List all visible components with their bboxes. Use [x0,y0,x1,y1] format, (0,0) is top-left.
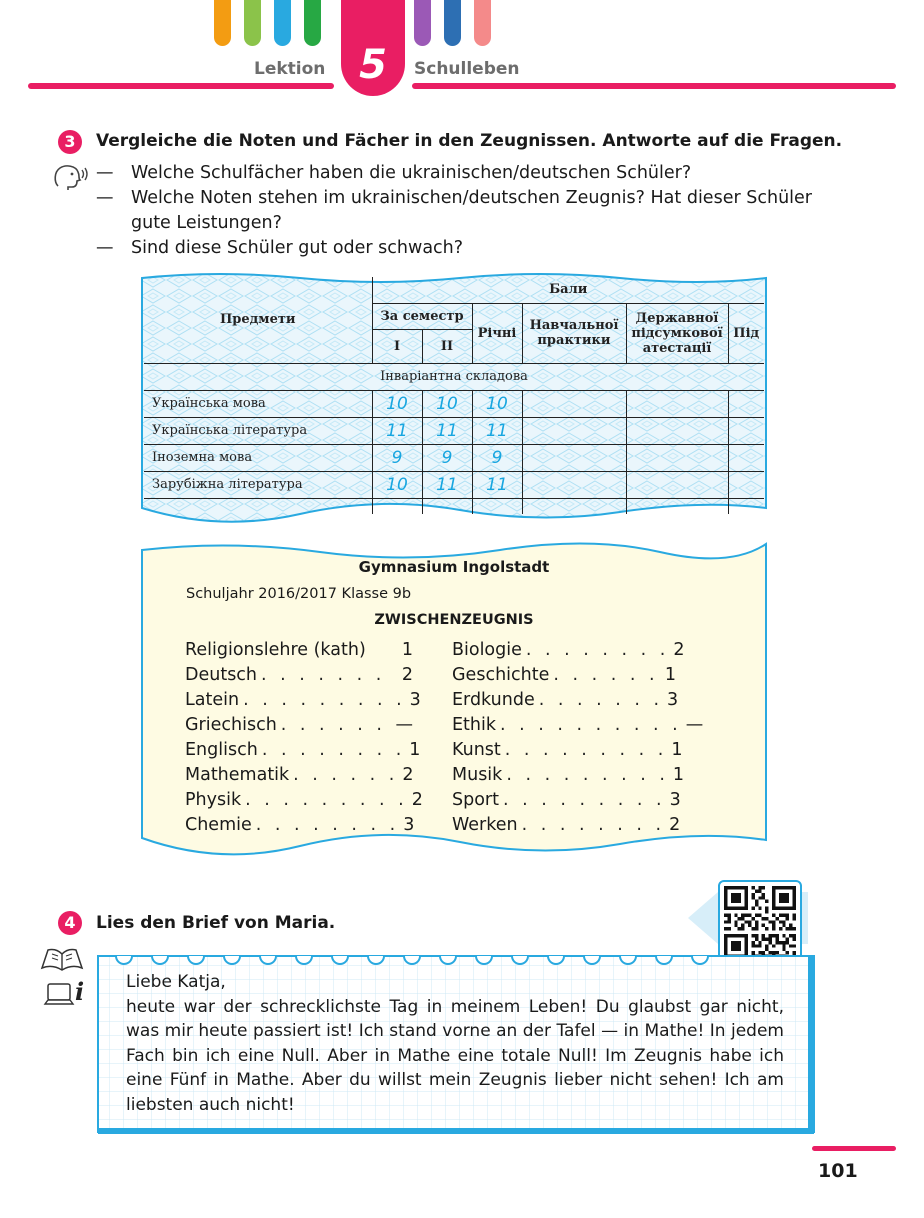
empty-cell [626,444,728,471]
question-2 [96,186,812,236]
grade-value: 3 [403,815,415,835]
dot-leader: . . . . . . . . . [504,740,668,760]
subject-label: Sport [452,790,499,810]
dot-leader: . . . . . . . . . [245,790,408,810]
tab-blue [274,0,291,46]
open-book-icon [38,944,86,974]
subject-label: Englisch [185,740,258,760]
exercise-3-number: 3 [58,130,82,154]
subject-label: Mathematik [185,765,290,785]
dash: — [96,238,114,258]
grade-cell: 9 [472,444,522,471]
empty-cell [728,444,764,471]
ukrainian-grades-table [144,277,764,514]
qr-code-icon [724,886,796,958]
empty-cell [522,471,626,498]
grade-row [452,813,681,838]
subject-label: Kunst [452,740,501,760]
exercise-4-title: Lies den Brief von Maria. [96,913,336,933]
tab-navy [444,0,461,46]
dot-leader: . . . . . . [293,765,399,785]
tab-green [244,0,261,46]
subject-label: Biologie [452,640,522,660]
page-number: 101 [818,1160,858,1182]
grade-row [452,763,685,788]
table-row [144,471,764,498]
ukrainian-report-card [140,272,768,522]
topic-label: Schulleben [414,59,520,79]
tab-purple [414,0,431,46]
subject-label: Griechisch [185,715,277,735]
header-line-left [28,83,334,89]
table-row [144,417,764,444]
subject-cell: Зарубіжна література [144,471,372,498]
subject-label: Musik [452,765,503,785]
dash: — [96,188,114,208]
letter-box [96,952,816,1136]
grades-column-left [185,638,423,838]
letter-text [126,970,784,1117]
color-tabs [0,0,924,46]
grade-row [185,788,423,813]
subject-label: Chemie [185,815,252,835]
dot-leader: . . . . . . . . . [506,765,669,785]
school-name: Gymnasium Ingolstadt [358,558,550,576]
grade-row [452,738,683,763]
empty-cell [144,498,372,514]
subject-label: Religionslehre (kath) [185,640,366,660]
grade-cell: 10 [372,471,422,498]
empty-cell [522,417,626,444]
subject-label: Erdkunde [452,690,535,710]
grade-row [185,713,413,738]
empty-cell [626,498,728,514]
subject-cell: Іноземна мова [144,444,372,471]
dot-leader: . . . . . . . . [521,815,666,835]
grade-value: 2 [401,665,413,685]
table-row [144,498,764,514]
grade-value: 2 [669,815,681,835]
grade-value: 2 [402,765,414,785]
grade-value: 1 [671,740,683,760]
grade-value: 2 [673,640,685,660]
exercise-3-title: Vergleiche die Noten und Fächer in den Zeugnissen. Antworte auf die Fragen. [96,131,843,151]
grade-cell: 11 [372,417,422,444]
col-semester: За семестр [372,303,472,329]
grade-cell: 10 [472,390,522,417]
grade-value: 1 [672,765,685,785]
subject-label: Deutsch [185,665,258,685]
dot-leader: . . . . . . [553,665,659,685]
table-row [144,444,764,471]
grades-column-right [452,638,704,838]
empty-cell [522,444,626,471]
grade-row [452,713,704,738]
empty-cell [422,498,472,514]
col-subjects: Предмети [144,277,372,363]
subject-label: Latein [185,690,240,710]
german-report-card [140,540,768,858]
grade-row [452,638,685,663]
question-list [96,161,812,261]
report-title: ZWISCHENZEUGNIS [374,612,534,628]
tab-salmon [474,0,491,46]
grade-cell: 11 [422,471,472,498]
grade-row [185,688,421,713]
col-annual: Річні [472,303,522,363]
dash: — [96,163,114,183]
grade-row [185,663,413,688]
grade-value: 3 [669,790,681,810]
dot-leader: . . . . . . [280,715,386,735]
empty-cell [728,471,764,498]
tab-orange [214,0,231,46]
section-label: Інваріантна складова [144,363,764,390]
question-text: Welche Schulfächer haben die ukrainischen/deutschen Schüler? [131,163,692,183]
grade-value: 1 [664,665,676,685]
subject-label: Ethik [452,715,497,735]
school-year-line: Schuljahr 2016/2017 Klasse 9b [186,586,412,602]
col-practice: Навчальної практики [522,303,626,363]
dot-leader [370,638,398,663]
empty-cell [626,417,728,444]
laptop-info-icon [44,978,90,1012]
empty-cell [626,390,728,417]
dot-leader: . . . . . . . . . [243,690,406,710]
table-row [144,390,764,417]
col-points: Бали [372,277,764,303]
col-state: Державної підсумкової атестації [626,303,728,363]
grade-row [185,813,413,838]
empty-cell [626,471,728,498]
grade-cell: 10 [422,390,472,417]
grade-value: 3 [409,690,421,710]
empty-cell [372,498,422,514]
empty-cell [728,417,764,444]
dot-leader: . . . . . . . . [255,815,400,835]
grade-value: 2 [411,790,423,810]
col-sem1: I [372,329,422,363]
grade-row [185,638,413,663]
grade-cell: 10 [372,390,422,417]
grade-row [452,788,681,813]
grade-value: — [685,715,704,735]
grade-cell: 11 [472,417,522,444]
dot-leader: . . . . . . . . . [502,790,666,810]
subject-cell: Українська мова [144,390,372,417]
subject-label: Werken [452,815,518,835]
header-line-right [412,83,896,89]
dot-leader: . . . . . . . [261,665,386,685]
grade-cell: 11 [472,471,522,498]
dot-leader: . . . . . . . . . . [500,715,682,735]
col-cut: Під [728,303,764,363]
letter-body: heute war der schrecklichste Tag in meinem Leben! Du glaubst gar nicht, was mir heute passiert ist! Ich stand vorne an der Tafel — in Mathe! In jedem Fach bin ich eine Null. Aber in Mathe eine totale Null! Im Zeugnis habe ich eine Fünf in Mathe. Aber du willst mein Zeugnis lieber nicht sehen! Ich am liebsten auch nicht! [126,996,784,1115]
grade-cell: 9 [422,444,472,471]
col-sem2: II [422,329,472,363]
grade-row [185,738,421,763]
empty-cell [728,498,764,514]
dot-leader: . . . . . . . . [261,740,406,760]
lektion-label: Lektion [254,59,326,79]
speaking-head-icon [50,162,90,192]
empty-cell [472,498,522,514]
empty-cell [522,498,626,514]
grade-value: 3 [667,690,679,710]
subject-cell: Українська література [144,417,372,444]
subject-label: Geschichte [452,665,550,685]
svg-text:i: i [75,977,85,1006]
grade-value: 1 [409,740,421,760]
letter-greeting: Liebe Katja, [126,972,226,992]
question-1 [96,161,812,186]
exercise-4-number: 4 [58,911,82,935]
page-number-line [812,1146,896,1151]
lesson-number-badge: 5 [341,0,405,96]
question-text: Sind diese Schüler gut oder schwach? [131,238,464,258]
question-text: Welche Noten stehen im ukrainischen/deutschen Zeugnis? Hat dieser Schüler gute Leistungen? [131,188,812,233]
grade-value: — [395,715,413,735]
grade-row [452,663,676,688]
empty-cell [728,390,764,417]
grade-row [452,688,679,713]
tab-darkgreen [304,0,321,46]
grade-value: 1 [401,640,413,660]
grade-row [185,763,413,788]
dot-leader: . . . . . . . [538,690,664,710]
question-3 [96,236,812,261]
subject-label: Physik [185,790,242,810]
dot-leader: . . . . . . . . [525,640,670,660]
empty-cell [522,390,626,417]
grade-cell: 11 [422,417,472,444]
grade-cell: 9 [372,444,422,471]
